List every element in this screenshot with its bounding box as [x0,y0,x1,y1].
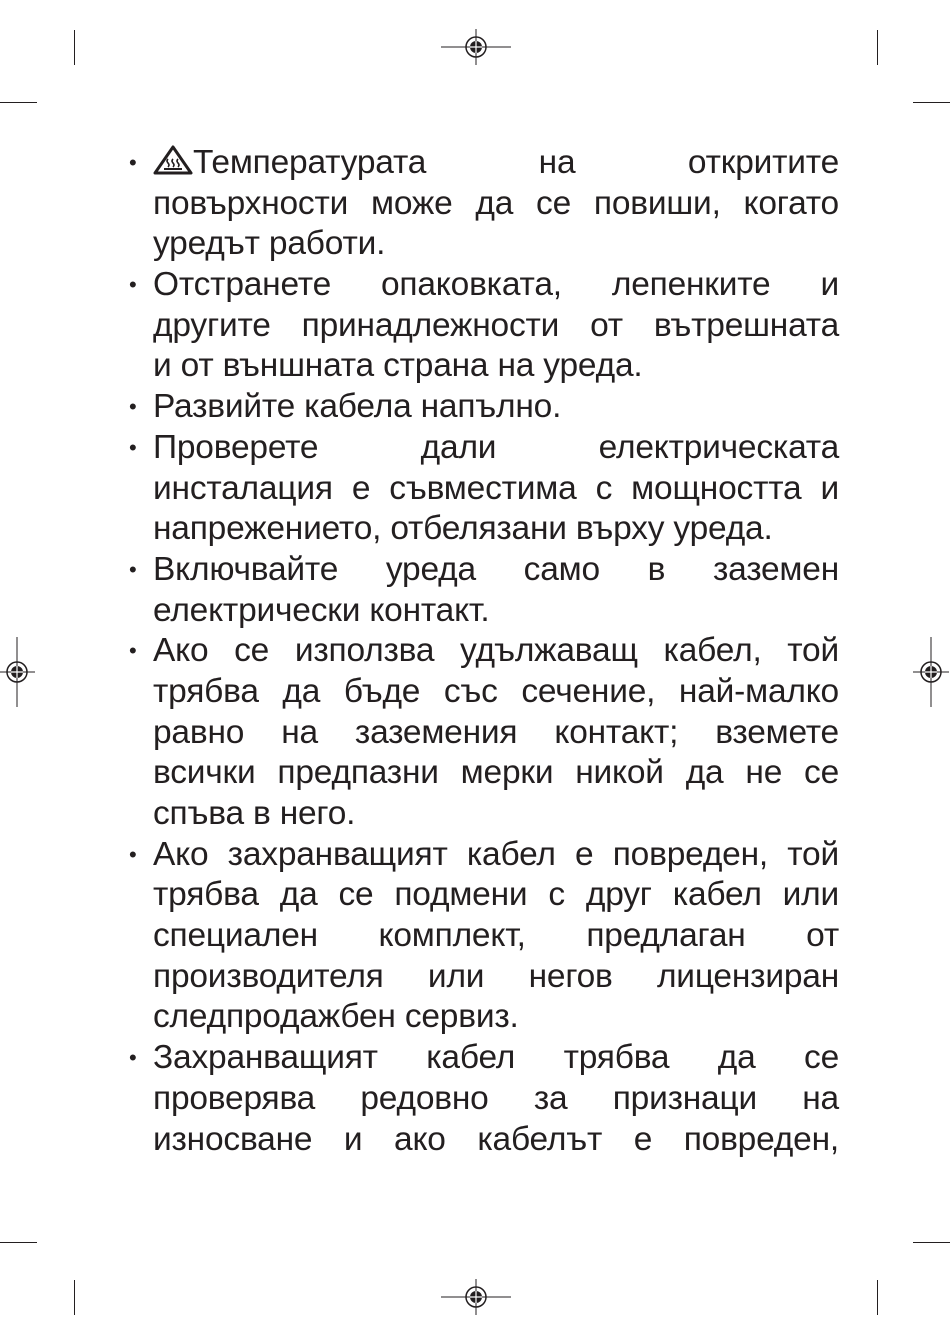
list-item [129,835,839,1038]
text-line: Включвайте уреда само в заземен [153,550,839,588]
text-line: проверява редовно за признаци на [153,1079,839,1117]
text-span: Температурата на откритите [193,144,839,181]
safety-instructions-list [129,143,839,1160]
text-line: Ако захранващият кабел е повреден, той [153,835,839,873]
list-item [129,1038,839,1160]
text-line: Развийте кабела напълно. [153,388,562,426]
crop-mark [74,1280,75,1315]
list-item [129,143,839,265]
bullet: • [129,150,137,175]
list-item [129,550,839,631]
text-line: равно на заземения контакт; вземете [153,713,839,751]
text-line: следпродажбен сервиз. [153,998,519,1036]
registration-mark-icon [0,637,52,707]
bullet: • [129,556,137,582]
text-line: трябва да бъде със сечение, най-малко [153,672,839,710]
list-item [129,265,839,387]
list-item [129,631,839,834]
list-item [129,428,839,550]
bullet: • [129,1045,137,1071]
text-line: уредът работи. [153,225,386,263]
list-item [129,387,839,428]
text-line: трябва да се подмени с друг кабел или [153,876,839,914]
text-line: напрежението, отбелязани върху уреда. [153,510,773,548]
crop-mark [0,102,37,103]
text-line: Отстранете опаковката, лепенките и [153,266,839,304]
text-line: производителя или негов лицензиран [153,957,839,995]
text-line: всички предпазни мерки никой да не се [153,754,839,792]
text-line: спъва в него. [153,795,356,832]
crop-mark [0,1242,37,1243]
crop-mark [877,30,878,65]
text-line: Ако се използва удължаващ кабел, той [153,632,839,670]
bullet: • [129,638,137,664]
text-line: Проверете дали електрическата [153,428,839,466]
text-line: и от външната страна на уреда. [153,347,643,385]
text-line: износване и ако кабелът е повреден, [153,1120,839,1158]
bullet: • [129,434,137,460]
crop-mark [877,1280,878,1315]
text-line: инсталация е съвместима с мощността и [153,469,839,507]
crop-mark [913,102,950,103]
registration-mark-icon [896,637,950,707]
bullet: • [129,272,137,298]
bullet: • [129,841,137,867]
registration-mark-icon [441,12,511,82]
text-line: повърхности може да се повиши, когато [153,184,839,222]
text-line: другите принадлежности от вътрешната [153,306,839,344]
crop-mark [913,1242,950,1243]
text-line: специален комплект, предлаган от [153,917,839,955]
registration-mark-icon [441,1262,511,1332]
text-line: електрически контакт. [153,591,490,629]
text-line: Захранващият кабел трябва да се [153,1039,839,1077]
crop-mark [74,30,75,65]
text-line [153,143,839,184]
hot-surface-warning-icon [153,145,193,175]
bullet: • [129,394,137,420]
